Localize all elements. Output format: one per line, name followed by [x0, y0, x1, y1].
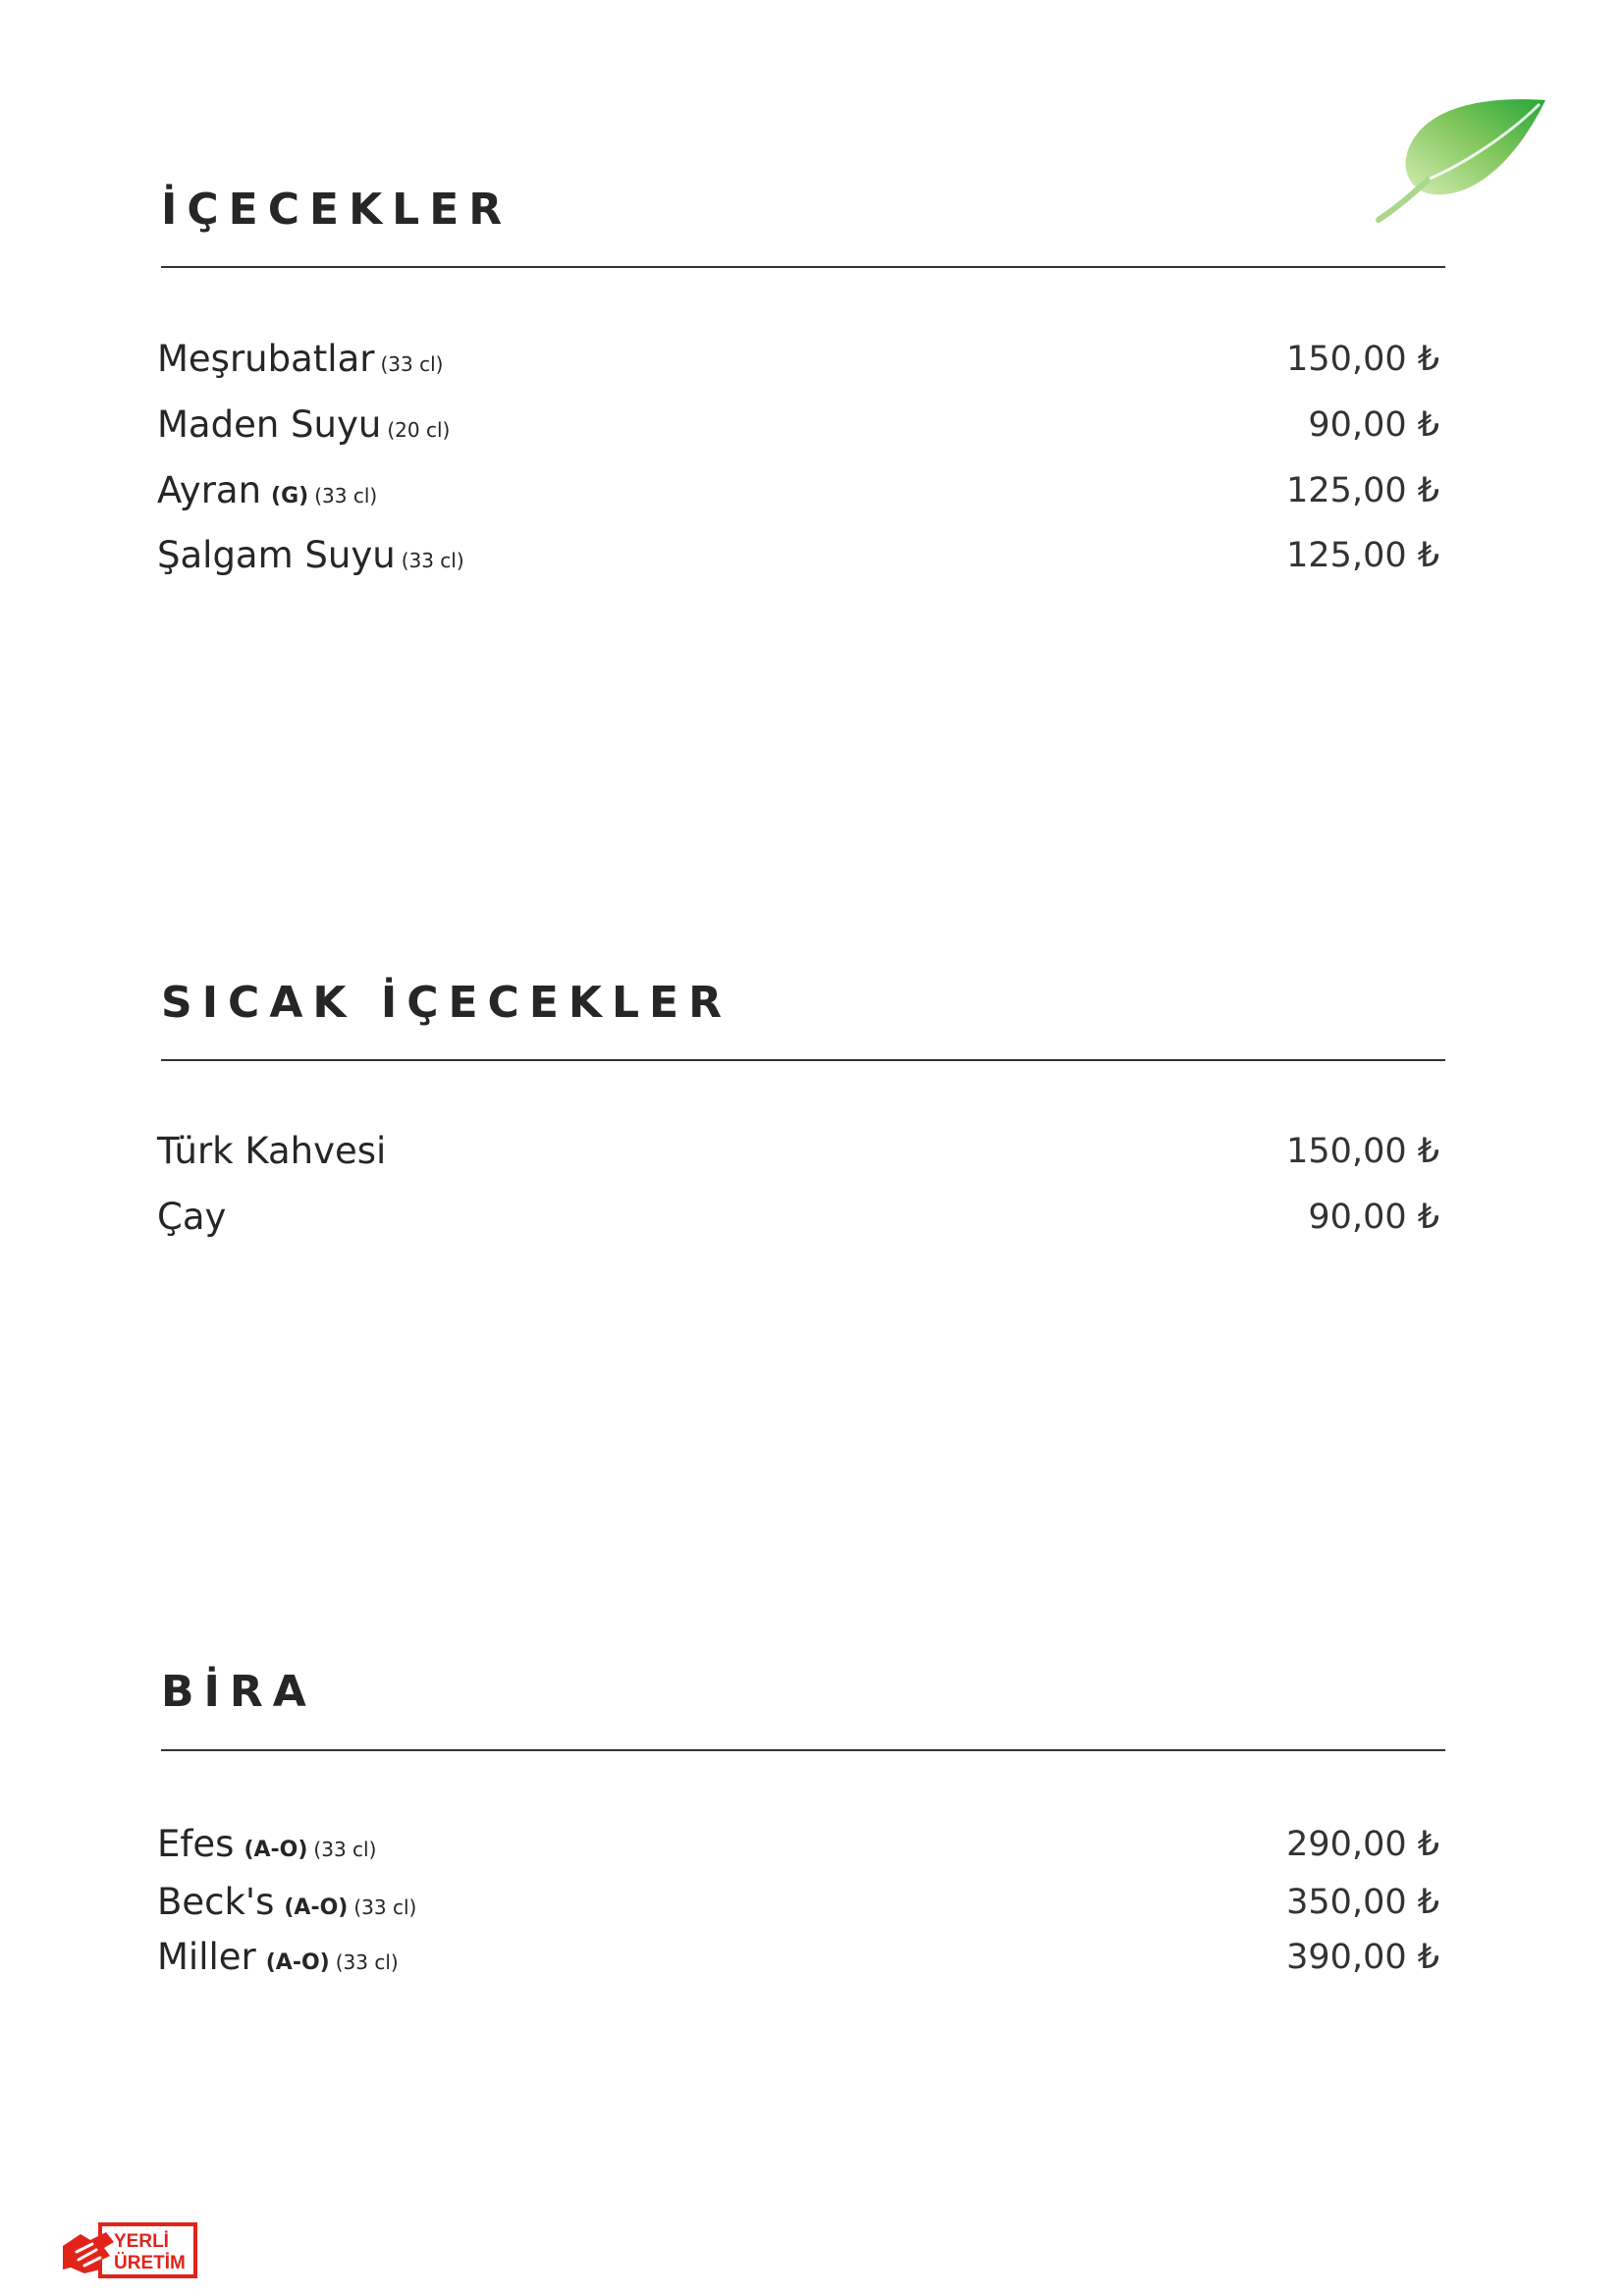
item-price: 290,00 ₺	[1286, 1825, 1439, 1864]
item-name-wrap	[157, 332, 443, 392]
item-price: 125,00 ₺	[1286, 471, 1439, 510]
item-name-wrap	[157, 1190, 226, 1245]
item-price: 90,00 ₺	[1308, 1198, 1439, 1237]
item-price: 125,00 ₺	[1286, 536, 1439, 575]
yerli-uretim-badge	[61, 2222, 198, 2279]
item-name: Çay	[157, 1196, 227, 1238]
item-price: 90,00 ₺	[1308, 405, 1439, 445]
menu-item	[157, 463, 1439, 518]
item-size: (20 cl)	[387, 418, 451, 442]
section-title: İÇECEKLER	[161, 185, 513, 235]
item-name: Türk Kahvesi	[157, 1130, 387, 1172]
section-divider	[161, 266, 1445, 268]
item-name-wrap	[157, 463, 377, 524]
item-name: Maden Suyu	[157, 403, 382, 446]
menu-section	[157, 978, 1451, 1272]
badge-line-1: YERLİ	[114, 2231, 169, 2252]
section-divider	[161, 1749, 1445, 1751]
allergen-tag: (A-O)	[284, 1896, 349, 1920]
item-size: (33 cl)	[314, 484, 378, 507]
item-name-wrap	[157, 1930, 399, 1991]
item-price: 150,00 ₺	[1286, 340, 1439, 379]
section-title: BİRA	[161, 1667, 316, 1717]
item-price: 150,00 ₺	[1286, 1132, 1439, 1171]
menu-item	[157, 528, 1439, 583]
menu-section	[157, 1667, 1451, 2001]
menu-section	[157, 185, 1451, 607]
menu-item	[157, 1817, 1439, 1872]
badge-line-2: ÜRETİM	[114, 2253, 186, 2273]
item-name: Efes	[157, 1823, 235, 1865]
menu-item	[157, 332, 1439, 387]
item-name-wrap	[157, 1875, 416, 1936]
allergen-tag: (G)	[271, 484, 309, 508]
item-name: Miller	[157, 1936, 256, 1978]
item-name: Beck's	[157, 1881, 275, 1923]
menu-item	[157, 1875, 1439, 1930]
section-divider	[161, 1059, 1445, 1061]
item-price: 390,00 ₺	[1286, 1938, 1439, 1977]
item-name: Meşrubatlar	[157, 338, 375, 380]
menu-item	[157, 1930, 1439, 1985]
item-name-wrap	[157, 1817, 376, 1878]
item-size: (33 cl)	[380, 352, 444, 376]
item-size: (33 cl)	[335, 1950, 399, 1974]
item-size: (33 cl)	[353, 1896, 417, 1919]
menu-item	[157, 398, 1439, 453]
menu-item	[157, 1124, 1439, 1179]
item-name-wrap	[157, 528, 464, 588]
allergen-tag: (A-O)	[244, 1838, 308, 1862]
allergen-tag: (A-O)	[265, 1950, 330, 1975]
item-size: (33 cl)	[401, 549, 464, 572]
item-name-wrap	[157, 398, 450, 457]
item-name: Ayran	[157, 469, 262, 511]
section-title: SICAK İÇECEKLER	[161, 978, 731, 1028]
item-name-wrap	[157, 1124, 386, 1179]
item-size: (33 cl)	[313, 1838, 377, 1861]
item-name: Şalgam Suyu	[157, 534, 396, 576]
item-price: 350,00 ₺	[1286, 1883, 1439, 1922]
menu-item	[157, 1190, 1439, 1245]
